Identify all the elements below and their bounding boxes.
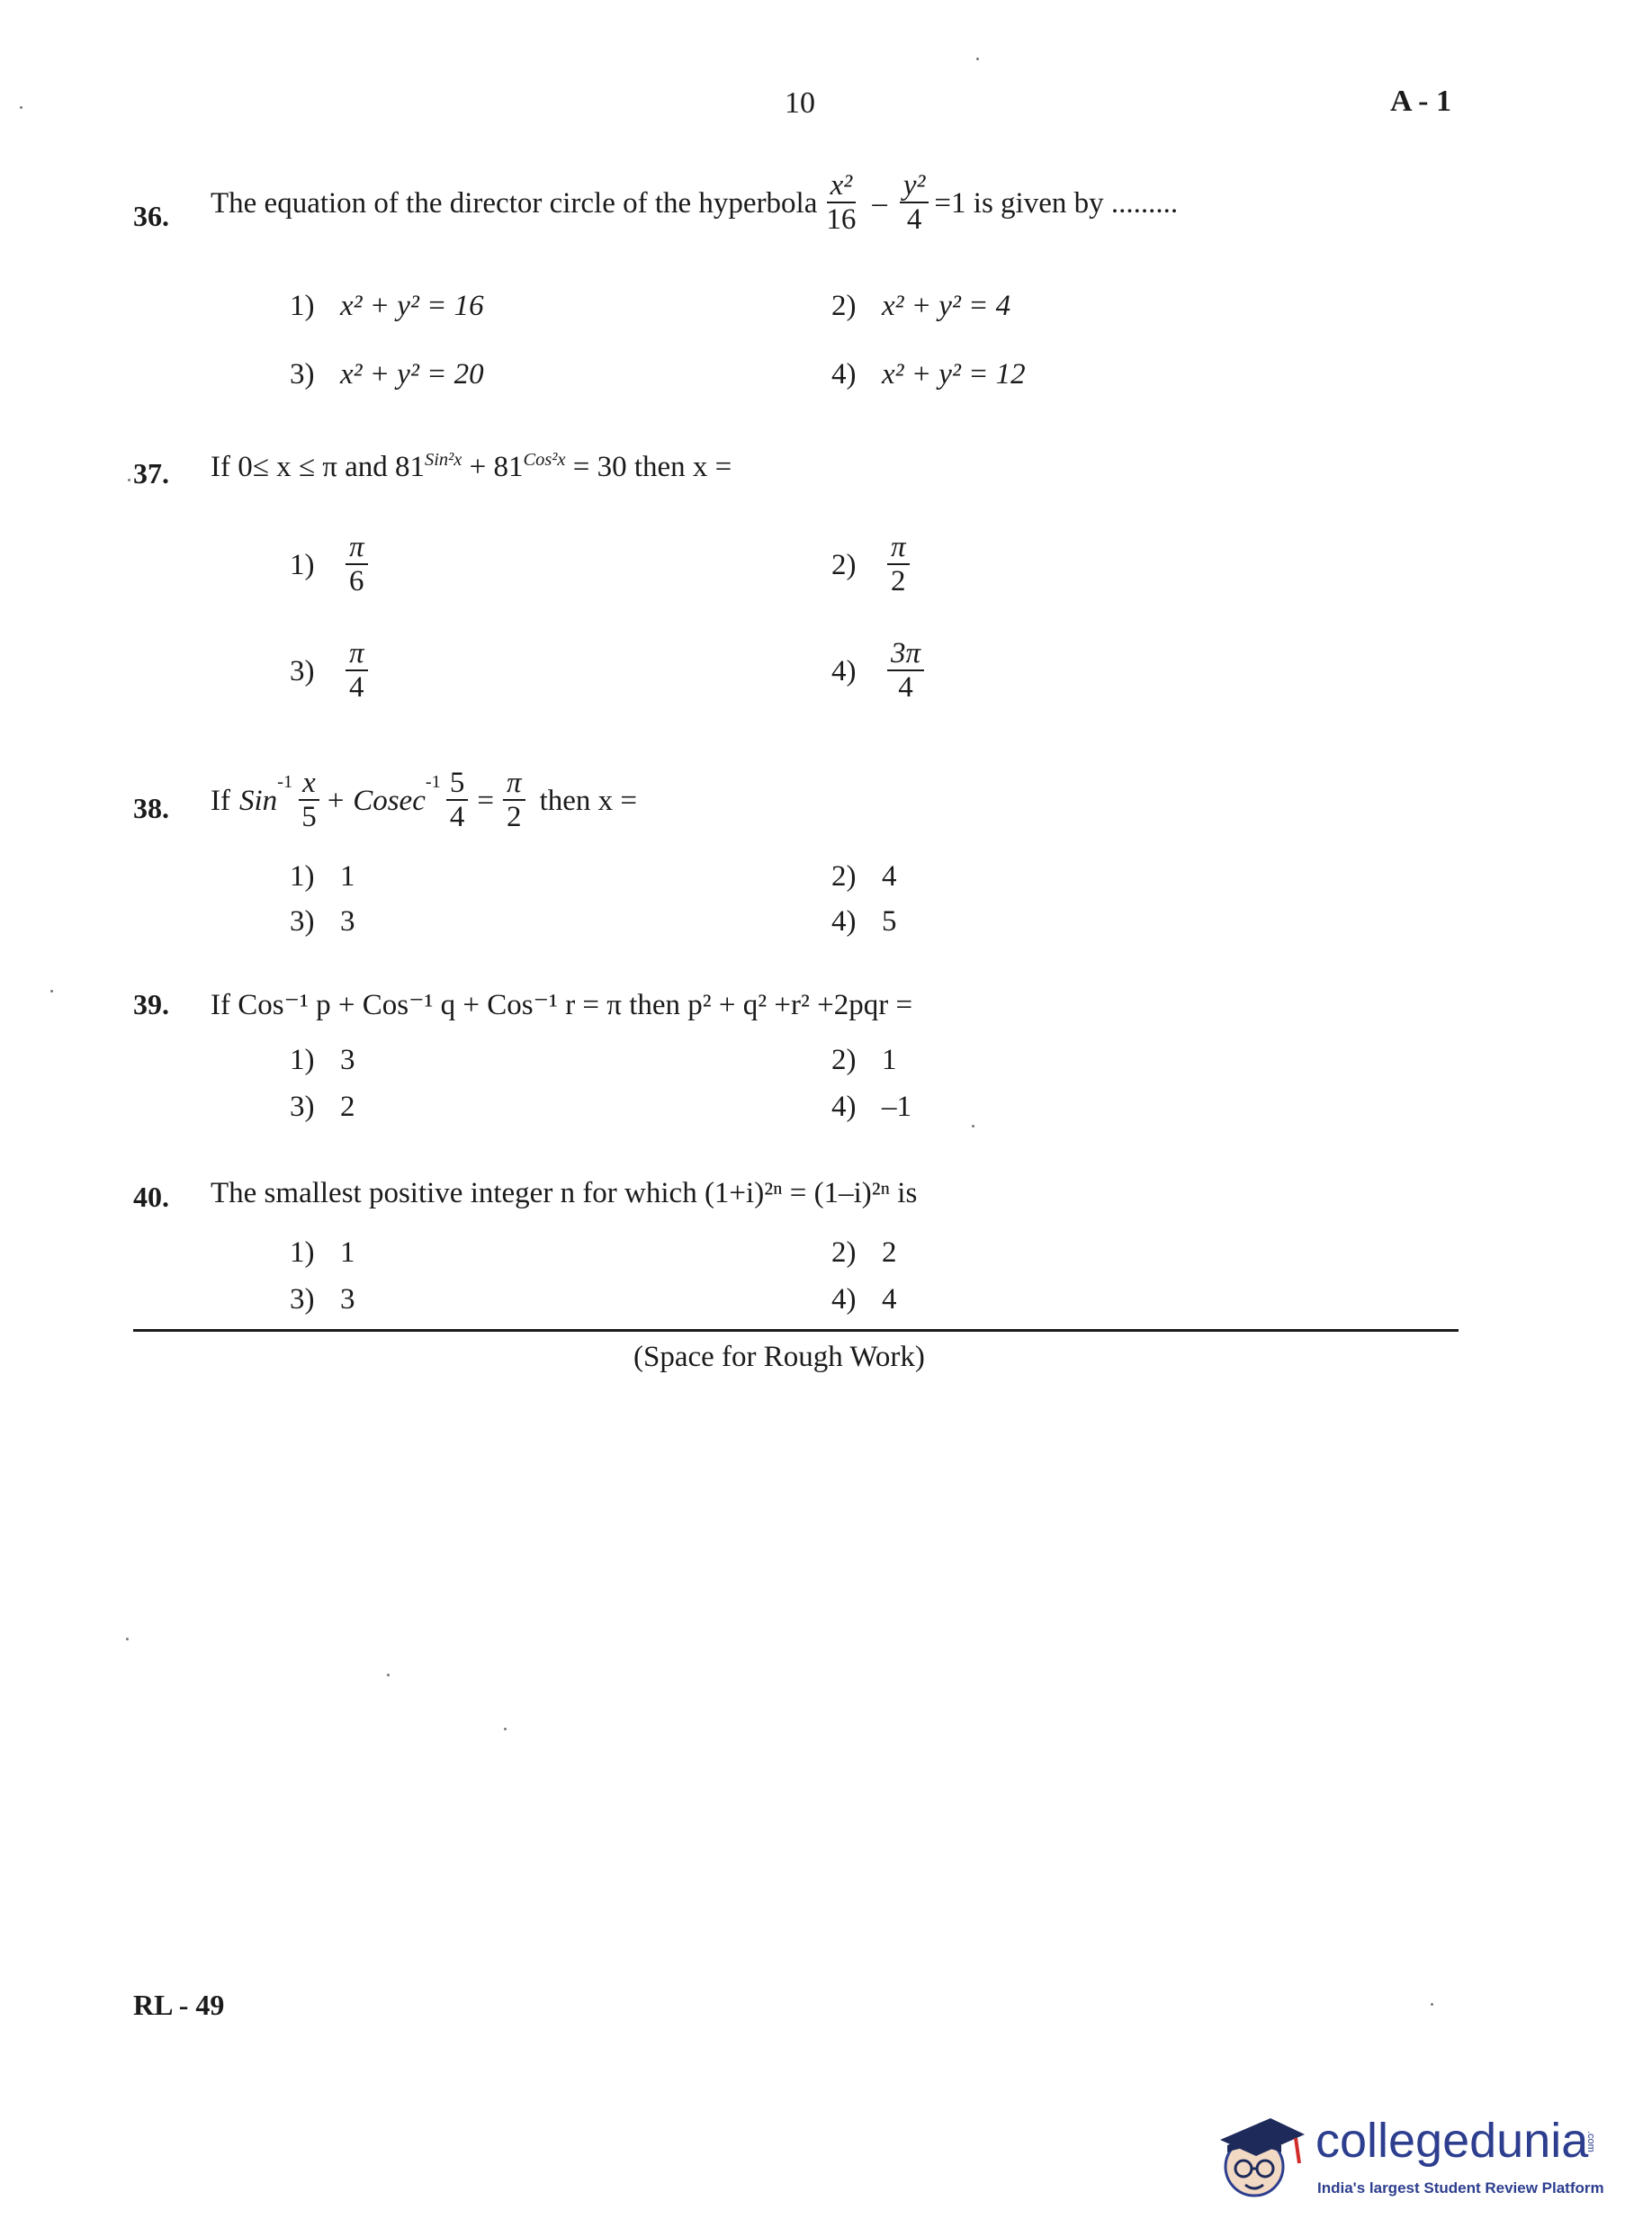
- option-fraction: [887, 637, 924, 705]
- question-text: If Cos⁻¹ p + Cos⁻¹ q + Cos⁻¹ r = π then p² + q² +r² +2pqr =: [211, 989, 913, 1021]
- fraction-numerator: π: [346, 637, 368, 671]
- logo-tagline: India's largest Student Review Platform: [1317, 2179, 1604, 2197]
- option-2: [831, 1044, 897, 1077]
- option-fraction: [346, 637, 368, 705]
- question-number: 38.: [133, 792, 169, 824]
- option-4: [831, 637, 929, 705]
- scan-speck: [972, 1125, 974, 1127]
- option-text: x² + y² = 4: [882, 290, 1011, 322]
- fraction-pi-2: [503, 767, 525, 835]
- question-text-before: The equation of the director circle of the hyperbola: [211, 186, 818, 220]
- option-number: 4): [831, 1091, 857, 1123]
- option-4: [831, 358, 1026, 391]
- fraction-numerator: x: [299, 767, 319, 801]
- question-text: [211, 450, 732, 484]
- question-text-start: If 0≤ x ≤ π and 81: [211, 451, 426, 483]
- option-1: [290, 1236, 355, 1270]
- question-text: [211, 169, 1178, 238]
- logo-wordmark: collegedunia: [1315, 2114, 1589, 2168]
- fraction-numerator: 3π: [887, 637, 924, 671]
- exponent-cos: Cos²x: [523, 450, 566, 470]
- option-1: [290, 290, 484, 323]
- scan-speck: [20, 106, 22, 109]
- option-2: [831, 531, 915, 599]
- option-fraction: [887, 531, 910, 599]
- option-number: 2): [831, 548, 857, 581]
- inverse-exponent: -1: [425, 772, 441, 792]
- fraction-denominator: 16: [826, 203, 857, 237]
- scan-speck: [976, 58, 979, 60]
- option-text: 2: [882, 1236, 897, 1269]
- option-text: 3: [340, 1044, 355, 1076]
- option-1: [290, 531, 373, 599]
- option-4: [831, 905, 897, 939]
- fraction-denominator: 4: [906, 203, 922, 237]
- option-text: 4: [882, 860, 897, 893]
- cosec-function: + Cosec: [325, 784, 426, 817]
- option-3: [290, 637, 373, 705]
- option-3: [290, 905, 355, 939]
- option-text: 2: [340, 1091, 355, 1123]
- option-number: 3): [290, 905, 315, 938]
- option-number: 3): [290, 1283, 315, 1316]
- if-word: If: [211, 784, 230, 817]
- option-number: 2): [831, 290, 857, 322]
- option-1: [290, 860, 355, 894]
- option-4: [831, 1283, 897, 1316]
- option-number: 1): [290, 290, 315, 322]
- page-number: 10: [785, 86, 815, 120]
- fraction-denominator: 5: [301, 801, 317, 834]
- fraction-denominator: 2: [507, 801, 522, 834]
- fraction-numerator: x²: [827, 169, 857, 203]
- question-number: 40.: [133, 1181, 169, 1213]
- collegedunia-logo: [1215, 2106, 1611, 2214]
- option-number: 2): [831, 1236, 857, 1269]
- scan-speck: [504, 1728, 507, 1730]
- option-number: 1): [290, 860, 315, 893]
- rough-work-label: (Space for Rough Work): [633, 1341, 925, 1373]
- mascot-icon: [1215, 2106, 1314, 2214]
- option-text: –1: [882, 1091, 911, 1123]
- equals-sign: =: [477, 784, 495, 817]
- option-number: 3): [290, 654, 315, 687]
- fraction-denominator: 4: [898, 671, 913, 705]
- fraction-numerator: π: [887, 531, 910, 565]
- option-number: 3): [290, 358, 315, 391]
- option-text: 3: [340, 1283, 355, 1316]
- scan-speck: [387, 1674, 390, 1676]
- option-number: 1): [290, 1044, 315, 1076]
- minus-sign: –: [872, 186, 887, 220]
- option-text: 1: [882, 1044, 897, 1076]
- option-text: 1: [340, 860, 355, 893]
- set-code: A - 1: [1390, 85, 1451, 118]
- option-2: [831, 1236, 897, 1270]
- logo-com: .com: [1585, 2131, 1596, 2152]
- fraction-denominator: 2: [891, 565, 906, 598]
- section-divider: [133, 1329, 1459, 1332]
- option-text: 5: [882, 905, 897, 938]
- fraction-x-5: [298, 767, 320, 835]
- option-number: 3): [290, 1091, 315, 1123]
- question-text-end: = 30 then x =: [565, 451, 732, 483]
- fraction-numerator: 5: [446, 767, 469, 801]
- then-clause: then x =: [539, 784, 637, 817]
- question-number: 39.: [133, 988, 169, 1020]
- fraction-denominator: 6: [349, 565, 364, 598]
- fraction-5-4: [446, 767, 469, 835]
- option-1: [290, 1044, 355, 1077]
- option-fraction: [346, 531, 368, 599]
- option-number: 2): [831, 860, 857, 893]
- option-text: x² + y² = 12: [882, 358, 1026, 391]
- question-text: The smallest positive integer n for which (1+i)²ⁿ = (1–i)²ⁿ is: [211, 1177, 918, 1209]
- option-text: 3: [340, 905, 355, 938]
- question-number: 36.: [133, 200, 169, 232]
- question-text-after: =1 is given by .........: [934, 186, 1179, 220]
- inverse-exponent: -1: [277, 772, 293, 792]
- option-text: x² + y² = 20: [340, 358, 484, 391]
- fraction-numerator: y²: [900, 169, 929, 203]
- exponent-sin: Sin²x: [425, 450, 462, 470]
- scan-speck: [128, 479, 130, 481]
- option-number: 4): [831, 654, 857, 687]
- option-text: x² + y² = 16: [340, 290, 484, 322]
- question-number: 37.: [133, 457, 169, 490]
- option-2: [831, 290, 1010, 323]
- option-number: 4): [831, 358, 857, 391]
- question-text: [211, 767, 637, 835]
- scan-speck: [50, 990, 53, 993]
- option-number: 4): [831, 1283, 857, 1316]
- fraction-numerator: π: [503, 767, 525, 801]
- fraction-numerator: π: [346, 531, 368, 565]
- scan-speck: [126, 1638, 129, 1640]
- option-3: [290, 358, 484, 391]
- option-number: 2): [831, 1044, 857, 1076]
- question-text-mid: + 81: [462, 451, 524, 483]
- option-3: [290, 1283, 355, 1316]
- sin-function: Sin: [238, 784, 278, 817]
- fraction-y2-4: [900, 169, 929, 238]
- option-text: 1: [340, 1236, 355, 1269]
- option-number: 4): [831, 905, 857, 938]
- fraction-x2-16: [822, 169, 859, 238]
- option-3: [290, 1091, 355, 1124]
- footer-code: RL - 49: [133, 1989, 225, 2021]
- fraction-denominator: 4: [449, 801, 465, 834]
- option-number: 1): [290, 1236, 315, 1269]
- option-4: [831, 1091, 911, 1124]
- scan-speck: [1431, 2003, 1433, 2006]
- option-2: [831, 860, 897, 894]
- fraction-denominator: 4: [349, 671, 364, 705]
- option-text: 4: [882, 1283, 897, 1316]
- option-number: 1): [290, 548, 315, 581]
